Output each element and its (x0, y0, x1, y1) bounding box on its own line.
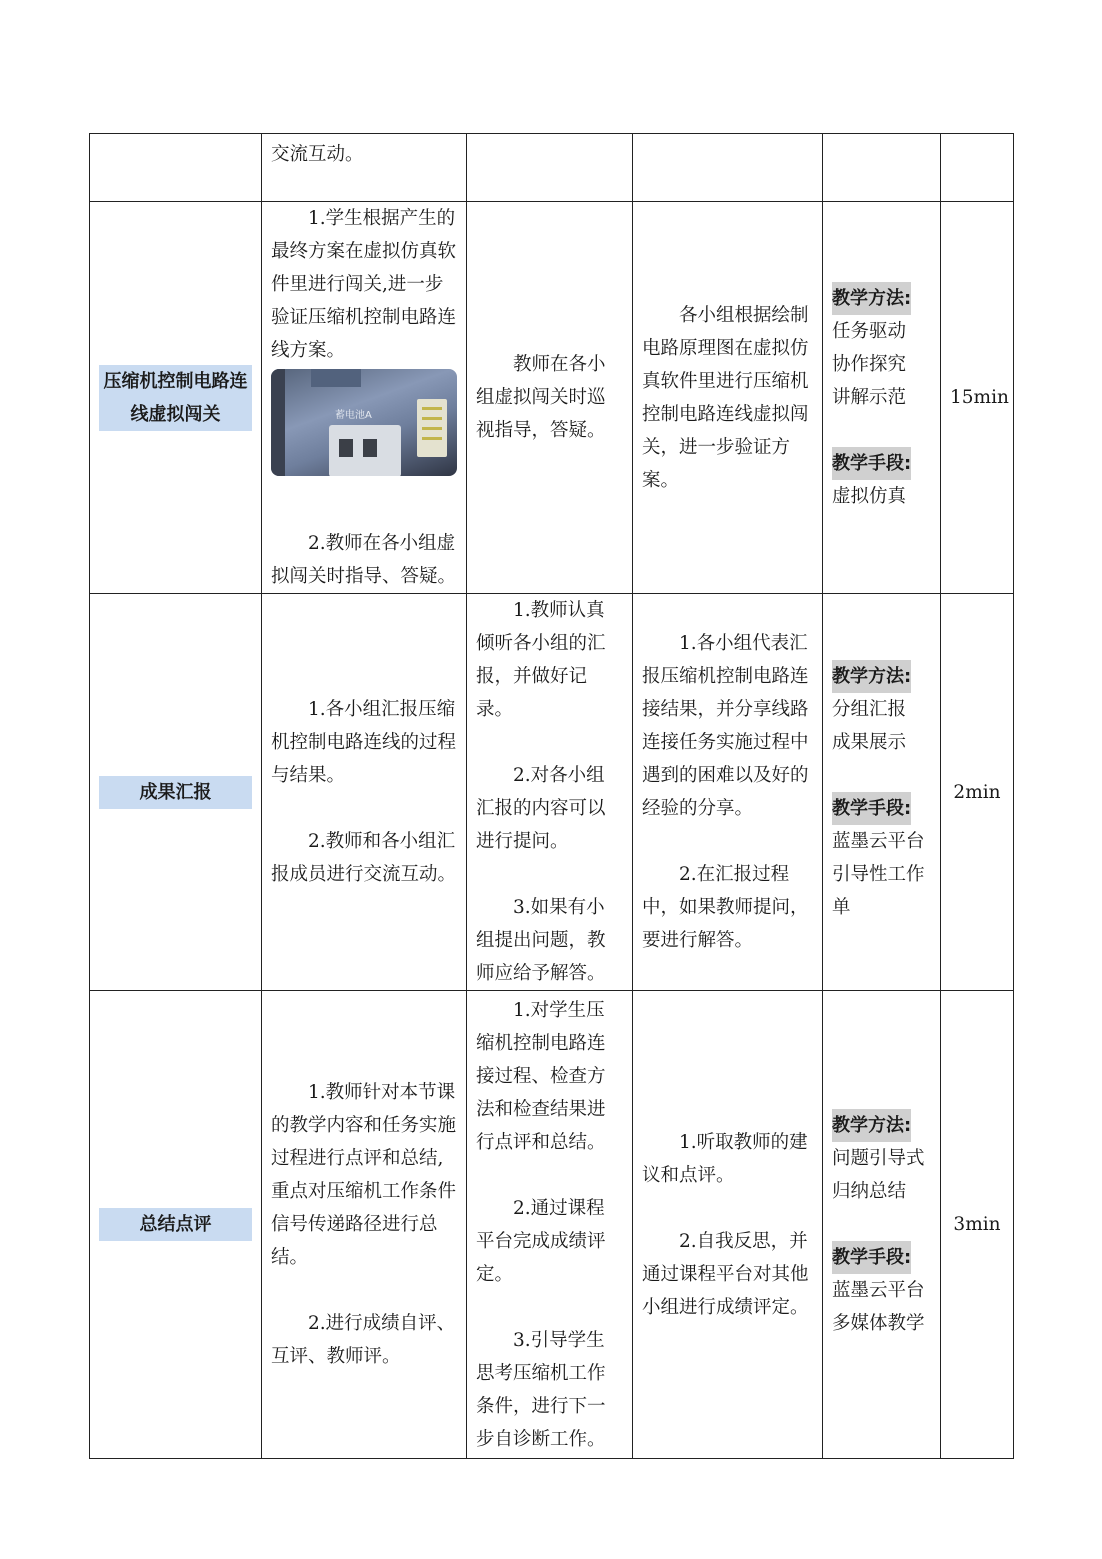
stage-label: 总结点评 (99, 1208, 252, 1241)
method-heading: 教学方法: (832, 1109, 911, 1142)
student-text: 1.听取教师的建议和点评。 (642, 1131, 808, 1186)
method-item: 问题引导式 (832, 1148, 925, 1169)
time-cell: 2min (941, 594, 1014, 991)
stage-cell (90, 202, 262, 594)
table-row (90, 202, 1014, 594)
stage-label: 成果汇报 (99, 776, 252, 809)
means-heading: 教学手段: (832, 1241, 911, 1274)
method-cell (823, 594, 941, 991)
student-text: 各小组根据绘制电路原理图在虚拟仿真软件里进行压缩机控制电路连线虚拟闯关，进一步验证方案。 (642, 304, 809, 491)
activity-cell (262, 594, 467, 991)
activity-cell (262, 991, 467, 1459)
student-text: 2.在汇报过程中，如果教师提问，要进行解答。 (642, 864, 809, 951)
teacher-text: 1.教师认真倾听各小组的汇报，并做好记录。 (476, 600, 606, 720)
table-row (90, 594, 1014, 991)
method-item: 分组汇报 (832, 699, 907, 720)
method-heading: 教学方法: (832, 660, 911, 693)
teacher-text: 3.如果有小组提出问题，教师应给予解答。 (476, 897, 606, 984)
means-item: 多媒体教学 (832, 1313, 925, 1334)
method-cell (823, 134, 941, 202)
activity-text: 交流互动。 (271, 144, 364, 165)
time-cell (941, 134, 1014, 202)
means-heading: 教学手段: (832, 792, 911, 825)
activity-text: 2.教师在各小组虚拟闯关时指导、答疑。 (271, 533, 457, 587)
method-item: 归纳总结 (832, 1181, 907, 1202)
activity-cell (262, 202, 467, 594)
simulation-screenshot-image (271, 369, 457, 476)
method-item: 协作探究 (832, 354, 907, 375)
lesson-plan-table (89, 133, 1014, 1459)
activity-text: 2.教师和各小组汇报成员进行交流互动。 (271, 831, 457, 885)
teacher-cell (467, 134, 633, 202)
means-item: 引导性工作单 (832, 864, 925, 918)
student-text: 2.自我反思，并通过课程平台对其他小组进行成绩评定。 (642, 1230, 809, 1318)
activity-text: 2.进行成绩自评、互评、教师评。 (271, 1313, 456, 1367)
activity-cell (262, 134, 467, 202)
teacher-cell (467, 202, 633, 594)
student-cell (633, 991, 823, 1459)
teacher-text: 教师在各小组虚拟闯关时巡视指导，答疑。 (476, 354, 606, 441)
stage-label: 压缩机控制电路连线虚拟闯关 (99, 365, 252, 431)
student-cell (633, 202, 823, 594)
method-item: 讲解示范 (832, 387, 907, 408)
student-cell (633, 134, 823, 202)
method-item: 成果展示 (832, 732, 907, 753)
student-text: 1.各小组代表汇报压缩机控制电路连接结果，并分享线路连接任务实施过程中遇到的困难以及好的经验的分享。 (642, 633, 809, 819)
activity-text: 1.教师针对本节课的教学内容和任务实施过程进行点评和总结,重点对压缩机工作条件信号传递路径进行总结。 (271, 1082, 457, 1268)
time-cell: 3min (941, 991, 1014, 1459)
table-row (90, 991, 1014, 1459)
table-row (90, 134, 1014, 202)
activity-text: 1.各小组汇报压缩机控制电路连线的过程与结果。 (271, 699, 457, 786)
student-cell (633, 594, 823, 991)
means-item: 蓝墨云平台 (832, 831, 925, 852)
teacher-text: 2.对各小组汇报的内容可以进行提问。 (476, 765, 606, 852)
method-cell (823, 991, 941, 1459)
teacher-text: 3.引导学生思考压缩机工作条件，进行下一步自诊断工作。 (476, 1329, 606, 1450)
teacher-cell (467, 991, 633, 1459)
means-item: 蓝墨云平台 (832, 1280, 925, 1301)
teacher-text: 1.对学生压缩机控制电路连接过程、检查方法和检查结果进行点评和总结。 (476, 999, 606, 1153)
activity-text: 1.学生根据产生的最终方案在虚拟仿真软件里进行闯关,进一步验证压缩机控制电路连线方案。 (271, 208, 457, 361)
means-heading: 教学手段: (832, 447, 911, 480)
stage-cell (90, 134, 262, 202)
method-cell (823, 202, 941, 594)
time-cell: 15min (941, 202, 1014, 594)
image-caption: 蓄电池A (335, 410, 372, 421)
method-item: 任务驱动 (832, 321, 907, 342)
method-heading: 教学方法: (832, 282, 911, 315)
teacher-text: 2.通过课程平台完成成绩评定。 (476, 1197, 606, 1285)
teacher-cell (467, 594, 633, 991)
means-item: 虚拟仿真 (832, 486, 907, 507)
stage-cell (90, 594, 262, 991)
stage-cell (90, 991, 262, 1459)
